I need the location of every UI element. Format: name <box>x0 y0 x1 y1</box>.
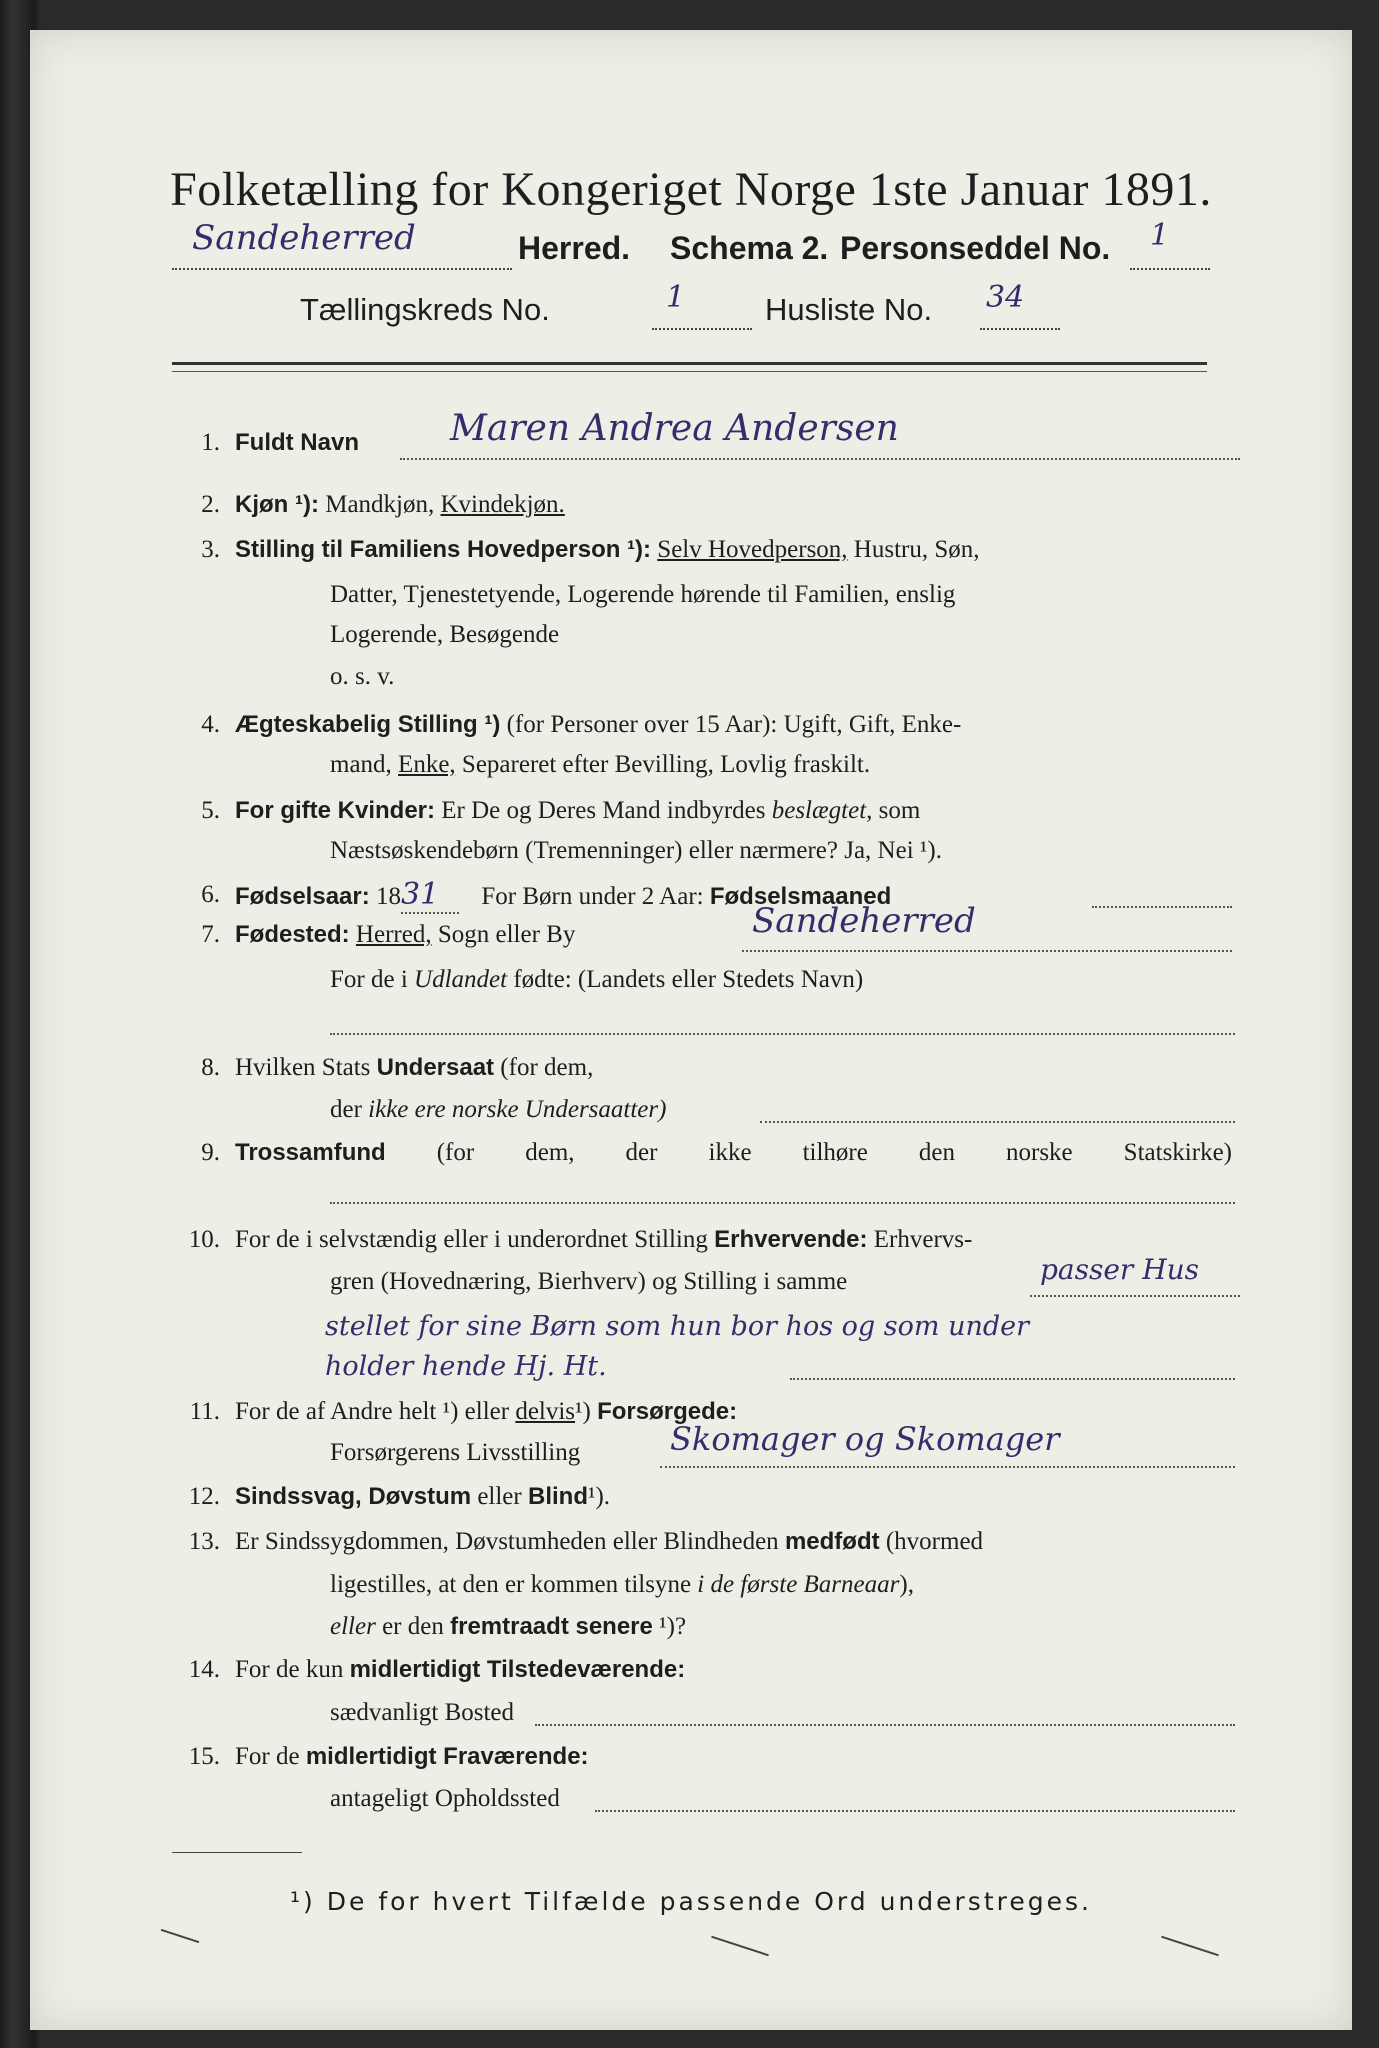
item-label: fremtraadt senere <box>450 1613 653 1640</box>
item-text-b: Hustru, Søn, <box>853 536 980 563</box>
item-text: ¹)? <box>659 1613 687 1640</box>
footnote-rule <box>172 1852 302 1853</box>
option-herred: Herred, <box>355 921 432 948</box>
item-text-a: Er Sindssygdommen, Døvstumheden eller Blindheden <box>235 1528 779 1555</box>
item-number: 1. <box>201 429 220 456</box>
option-selv-hovedperson: Selv Hovedperson, <box>657 536 848 563</box>
item-text-b: Erhvervs- <box>873 1226 973 1253</box>
form-title: Folketælling for Kongeriget Norge 1ste Januar 1891. <box>170 163 1212 216</box>
item-text-a: (for dem, der ikke tilhøre den norske Statskirke) <box>436 1139 1232 1166</box>
item-text-a: Hvilken Stats <box>235 1054 371 1081</box>
option-enke: Enke, <box>398 751 456 778</box>
item-number: 8. <box>201 1054 220 1081</box>
item-text <box>235 490 1232 520</box>
item-label: midlertidigt Tilstedeværende: <box>349 1656 686 1683</box>
personseddel-label: Personseddel No. <box>840 230 1111 266</box>
item-text-a: For de i selvstændig eller i underordnet Stilling <box>235 1226 708 1253</box>
option-mandkjon: Mandkjøn, <box>325 491 435 518</box>
item-label: Forsørgede: <box>597 1398 738 1425</box>
item-text: For de i <box>330 966 408 993</box>
item-number: 11. <box>189 1398 220 1425</box>
item-text <box>235 710 1232 740</box>
item-label-b: Fødselsmaaned <box>709 883 892 910</box>
item-text: ), <box>899 1571 914 1598</box>
item-label: Kjøn ¹): <box>235 491 319 518</box>
item-line: gren (Hovednæring, Bierhverv) og Stilling i samme <box>330 1268 848 1295</box>
item-line <box>330 965 1232 995</box>
personseddel-field <box>1130 218 1210 270</box>
occupation-value-3: holder hende Hj. Ht. <box>325 1351 607 1382</box>
item-line <box>330 1612 1232 1642</box>
item-text <box>235 1225 1232 1255</box>
item-number: 13. <box>188 1528 220 1555</box>
item-text-a: eller <box>477 1483 522 1510</box>
item-number: 3. <box>201 536 220 563</box>
option-mand: mand, <box>330 751 392 778</box>
item-line: sædvanligt Bosted <box>330 1699 515 1726</box>
stay-field <box>595 1810 1235 1812</box>
item-label: Sindssvag, Døvstum <box>235 1483 472 1510</box>
item-number: 9. <box>201 1139 220 1166</box>
item-label: Erhvervende: <box>714 1226 868 1253</box>
scan-mark <box>161 1929 200 1943</box>
kreds-label: Tællingskreds No. <box>300 292 550 327</box>
item-text-a: For de af Andre helt ¹) eller <box>235 1398 510 1425</box>
item-label: Ægteskabelig Stilling ¹) <box>235 711 501 738</box>
item-label: For gifte Kvinder: <box>235 797 436 824</box>
item-text-b: ¹). <box>587 1483 611 1510</box>
item-text <box>235 1138 1232 1168</box>
item-number: 15. <box>188 1743 220 1770</box>
occupation-value-1: passer Hus <box>1040 1253 1200 1286</box>
occupation-field <box>1030 1253 1240 1297</box>
item-number: 12. <box>188 1483 220 1510</box>
husliste-field <box>980 280 1060 330</box>
item-label: Trossamfund <box>235 1139 386 1166</box>
foreign-birthplace-field <box>330 1033 1235 1035</box>
item-label: Fødested: <box>235 921 350 948</box>
item-label: medfødt <box>784 1528 880 1555</box>
item-text <box>235 1527 1232 1557</box>
item-number: 5. <box>201 797 220 824</box>
residence-field <box>535 1724 1235 1726</box>
item-text-b: beslægtet, <box>771 797 873 824</box>
item-text-a: Er De og Deres Mand indbyrdes <box>441 797 766 824</box>
personseddel-value: 1 <box>1150 218 1170 253</box>
item-label: Fuldt Navn <box>235 429 359 456</box>
item-text <box>235 1053 1232 1083</box>
item-number: 4. <box>201 711 220 738</box>
item-label: midlertidigt Fraværende: <box>305 1743 589 1770</box>
census-form <box>30 30 1352 2030</box>
option-delvis: delvis <box>515 1398 576 1425</box>
item-number: 7. <box>201 921 220 948</box>
item-number: 14. <box>188 1656 220 1683</box>
name-value: Maren Andrea Andersen <box>450 408 899 449</box>
religion-field <box>330 1202 1235 1204</box>
footnote: ¹) De for hvert Tilfælde passende Ord understreges. <box>290 1887 1092 1916</box>
item-line: Logerende, Besøgende <box>330 621 560 648</box>
item-line <box>330 1570 1232 1600</box>
item-text: er den <box>382 1613 444 1640</box>
item-text-b: (for dem, <box>500 1054 594 1081</box>
name-field <box>400 408 1240 460</box>
item-label: Undersaat <box>376 1054 495 1081</box>
scan-mark <box>711 1936 769 1956</box>
occupation-field-end <box>790 1378 1235 1380</box>
birth-year-prefix: 18 <box>375 883 401 910</box>
item-text-a: (for Personer over 15 Aar): Ugift, Gift, Enke- <box>506 711 962 738</box>
birth-month-field <box>1092 906 1232 908</box>
herred-value: Sandeherred <box>192 218 416 258</box>
item-label: Fødselsaar: <box>235 883 370 910</box>
husliste-value: 34 <box>986 280 1025 315</box>
item-line <box>330 750 1232 780</box>
birth-year-value: 31 <box>401 877 459 914</box>
provider-value: Skomager og Skomager <box>670 1420 1060 1458</box>
provider-field <box>660 1420 1235 1468</box>
item-line: Næstsøskendebørn (Tremenninger) eller nærmere? Ja, Nei ¹). <box>330 837 942 864</box>
item-text: i de første Barneaar <box>697 1571 900 1598</box>
schema-label: Schema 2. <box>670 230 829 266</box>
herred-label: Herred. <box>518 230 631 266</box>
kreds-value: 1 <box>666 280 686 315</box>
item-text <box>235 1742 1232 1772</box>
item-text-b: (hvormed <box>885 1528 984 1555</box>
item-text: eller <box>330 1613 376 1640</box>
item-text <box>235 1482 1232 1512</box>
item-line: Datter, Tjenestetyende, Logerende hørende til Familien, enslig <box>330 581 956 608</box>
birthplace-field <box>742 901 1232 952</box>
herred-field <box>172 218 512 270</box>
header-rule-thin <box>172 371 1207 372</box>
item-text <box>235 535 1232 565</box>
item-line: Forsørgerens Livsstilling <box>330 1439 581 1466</box>
item-text <box>235 796 1232 826</box>
item-text: ligestilles, at den er kommen tilsyne <box>330 1571 692 1598</box>
option-kvindekjon: Kvindekjøn. <box>440 491 565 518</box>
item-number: 6. <box>201 881 220 908</box>
birthplace-value: Sandeherred <box>752 901 976 941</box>
item-label: Stilling til Familiens Hovedperson ¹): <box>235 536 652 563</box>
item-text: der <box>330 1096 362 1123</box>
item-label-b: Blind <box>527 1483 588 1510</box>
item-line: antageligt Opholdssted <box>330 1785 560 1812</box>
item-text <box>235 877 1232 912</box>
item-text-a: For de kun <box>235 1656 344 1683</box>
item-text: Udlandet <box>414 966 508 993</box>
item-text: fødte: (Landets eller Stedets Navn) <box>513 966 864 993</box>
item-text-b: Sogn eller By <box>437 921 576 948</box>
item-text-a: For de <box>235 1743 300 1770</box>
citizenship-field <box>760 1121 1235 1123</box>
occupation-value-2: stellet for sine Børn som hun bor hos og som under <box>325 1311 1030 1342</box>
item-text-c: Separeret efter Bevilling, Lovlig fraskilt. <box>461 751 871 778</box>
kreds-field <box>652 280 752 330</box>
scan-mark <box>1161 1936 1219 1956</box>
item-number: 10. <box>188 1226 220 1253</box>
item-text-c: ¹) <box>575 1398 591 1425</box>
husliste-label: Husliste No. <box>765 292 933 327</box>
item-text: ikke ere norske Undersaatter) <box>368 1096 667 1123</box>
item-text-c: som <box>878 797 921 824</box>
item-text <box>235 1655 1232 1685</box>
header-rule <box>172 362 1207 365</box>
item-line: o. s. v. <box>330 663 395 690</box>
item-text-a: For Børn under 2 Aar: <box>481 883 704 910</box>
item-number: 2. <box>201 491 220 518</box>
